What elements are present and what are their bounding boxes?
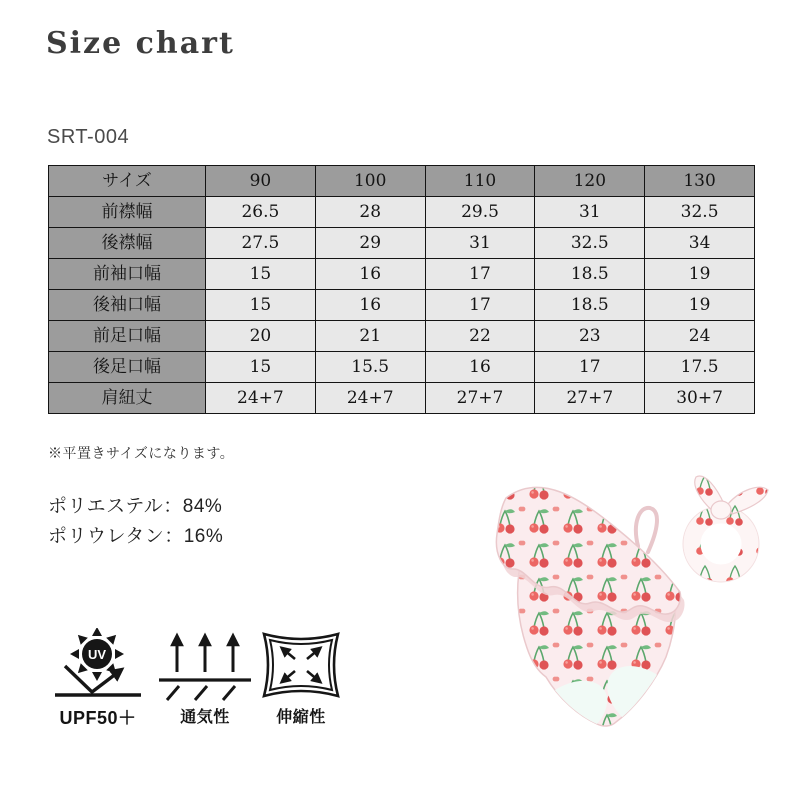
cell: 18.5 bbox=[535, 290, 645, 321]
material-composition bbox=[48, 492, 223, 552]
header-size-90: 90 bbox=[206, 166, 316, 197]
cell: 15 bbox=[206, 259, 316, 290]
page-title: Size chart bbox=[46, 26, 235, 61]
swimsuit-strap bbox=[636, 508, 657, 552]
header-size-120: 120 bbox=[535, 166, 645, 197]
cell: 22 bbox=[425, 321, 535, 352]
header-size-110: 110 bbox=[425, 166, 535, 197]
uv-icon-text: UV bbox=[87, 647, 107, 662]
cell: 29.5 bbox=[425, 197, 535, 228]
size-chart-table bbox=[48, 165, 755, 414]
stretch-icon bbox=[254, 628, 348, 702]
row-label: 肩紐丈 bbox=[49, 383, 206, 414]
uv-protection-icon bbox=[48, 628, 148, 702]
cell: 15 bbox=[206, 352, 316, 383]
cell: 15 bbox=[206, 290, 316, 321]
product-code: SRT-004 bbox=[47, 126, 130, 148]
cell: 19 bbox=[645, 290, 755, 321]
header-size-130: 130 bbox=[645, 166, 755, 197]
row-label: 前袖口幅 bbox=[49, 259, 206, 290]
cell: 20 bbox=[206, 321, 316, 352]
cell: 27+7 bbox=[425, 383, 535, 414]
material-line-polyester: ポリエステル：84% bbox=[48, 496, 223, 517]
cell: 28 bbox=[315, 197, 425, 228]
cell: 31 bbox=[425, 228, 535, 259]
material-line-polyurethane: ポリウレタン：16% bbox=[48, 526, 224, 547]
cell: 26.5 bbox=[206, 197, 316, 228]
cell: 16 bbox=[425, 352, 535, 383]
cell: 17.5 bbox=[645, 352, 755, 383]
cell: 27.5 bbox=[206, 228, 316, 259]
cell: 31 bbox=[535, 197, 645, 228]
cell: 18.5 bbox=[535, 259, 645, 290]
row-label: 後足口幅 bbox=[49, 352, 206, 383]
cell: 24+7 bbox=[315, 383, 425, 414]
row-label: 後襟幅 bbox=[49, 228, 206, 259]
table-row bbox=[49, 228, 755, 259]
table-row bbox=[49, 321, 755, 352]
cell: 15.5 bbox=[315, 352, 425, 383]
table-row bbox=[49, 259, 755, 290]
cell: 30+7 bbox=[645, 383, 755, 414]
cell: 16 bbox=[315, 290, 425, 321]
headband bbox=[683, 476, 768, 582]
cell: 17 bbox=[425, 290, 535, 321]
feature-label-upf: UPF50＋ bbox=[59, 708, 137, 728]
table-row bbox=[49, 197, 755, 228]
cell: 16 bbox=[315, 259, 425, 290]
cell: 24 bbox=[645, 321, 755, 352]
row-label: 前襟幅 bbox=[49, 197, 206, 228]
breathability-icon bbox=[158, 628, 252, 702]
cell: 27+7 bbox=[535, 383, 645, 414]
cell: 21 bbox=[315, 321, 425, 352]
header-size-label: サイズ bbox=[49, 166, 206, 197]
cell: 32.5 bbox=[645, 197, 755, 228]
feature-uv-protection bbox=[48, 628, 148, 730]
table-row bbox=[49, 290, 755, 321]
feature-label-breathability: 通気性 bbox=[180, 709, 230, 726]
feature-label-stretch: 伸縮性 bbox=[276, 709, 326, 726]
feature-breathability bbox=[158, 628, 252, 727]
cell: 32.5 bbox=[535, 228, 645, 259]
cell: 23 bbox=[535, 321, 645, 352]
table-row bbox=[49, 383, 755, 414]
table-row bbox=[49, 352, 755, 383]
cell: 29 bbox=[315, 228, 425, 259]
flat-measure-note: ※平置きサイズになります。 bbox=[48, 445, 235, 461]
cell: 17 bbox=[425, 259, 535, 290]
row-label: 前足口幅 bbox=[49, 321, 206, 352]
table-header-row bbox=[49, 166, 755, 197]
feature-stretch bbox=[254, 628, 348, 727]
cell: 34 bbox=[645, 228, 755, 259]
product-photo-swimsuit bbox=[420, 470, 790, 800]
cell: 24+7 bbox=[206, 383, 316, 414]
row-label: 後袖口幅 bbox=[49, 290, 206, 321]
cell: 17 bbox=[535, 352, 645, 383]
header-size-100: 100 bbox=[315, 166, 425, 197]
cell: 19 bbox=[645, 259, 755, 290]
